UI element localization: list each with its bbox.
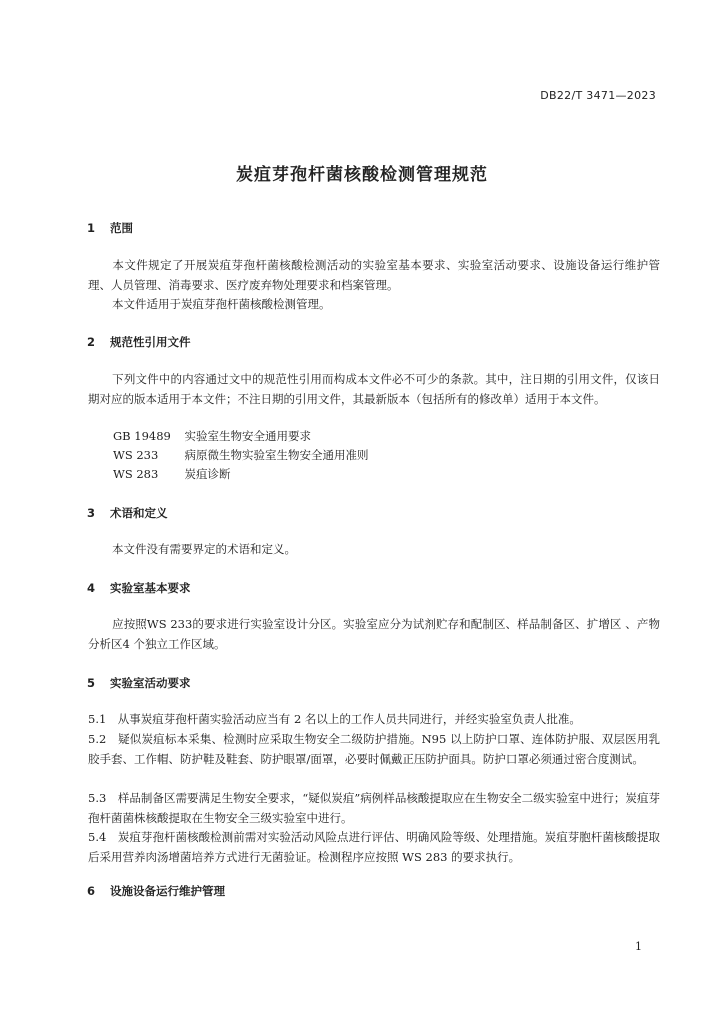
clause-5-4: 5.4 炭疽芽孢杆菌核酸检测前需对实验活动风险点进行评估、明确风险等级、处理措施。炭疽芽胞杆菌核酸提取后采用营养肉汤增菌培养方式进行无菌验证。检测程序应按照 WS 283 的要求执行。 [88, 830, 660, 864]
reference-code: GB 19489 [113, 429, 171, 443]
section-title: 实验室基本要求 [110, 581, 191, 595]
section-title: 实验室活动要求 [110, 676, 191, 690]
section-2-paragraph-1: 下列文件中的内容通过文中的规范性引用而构成本文件必不可少的条款。其中，注日期的引用文件，仅该日期对应的版本适用于本文件；不注日期的引用文件，其最新版本（包括所有的修改单）适用于本文件。 [88, 372, 660, 406]
section-number: 5 [87, 676, 96, 690]
section-5-heading [87, 675, 191, 691]
clause-5-3: 5.3 样品制备区需要满足生物安全要求，“疑似炭疽”病例样品核酸提取应在生物安全二级实验室中进行；炭疽芽孢杆菌菌株核酸提取在生物安全三级实验室中进行。 [88, 791, 660, 825]
document-title: 炭疽芽孢杆菌核酸检测管理规范 [236, 165, 488, 185]
reference-title: 炭疽诊断 [184, 467, 231, 481]
reference-item [113, 446, 369, 466]
section-title: 范围 [110, 221, 134, 235]
section-number: 1 [87, 221, 96, 235]
section-3-heading [87, 505, 168, 521]
reference-title: 病原微生物实验室生物安全通用准则 [184, 448, 369, 462]
section-title: 术语和定义 [110, 506, 168, 520]
document-code: DB22/T 3471—2023 [540, 89, 656, 102]
section-number: 2 [87, 335, 96, 349]
section-3-paragraph-1: 本文件没有需要界定的术语和定义。 [112, 542, 296, 556]
section-1-heading [87, 220, 133, 236]
section-6-heading [87, 883, 225, 899]
section-1-paragraph-2: 本文件适用于炭疽芽孢杆菌核酸检测管理。 [112, 297, 331, 311]
section-number: 4 [87, 581, 96, 595]
section-1-paragraph-1: 本文件规定了开展炭疽芽孢杆菌核酸检测活动的实验室基本要求、实验室活动要求、设施设备运行维护管理、人员管理、消毒要求、医疗废弃物处理要求和档案管理。 [88, 258, 660, 292]
section-number: 3 [87, 506, 96, 520]
section-4-paragraph-1: 应按照WS 233的要求进行实验室设计分区。实验室应分为试剂贮存和配制区、样品制备区、扩增区 、产物分析区4 个独立工作区域。 [88, 617, 660, 651]
clause-5-1: 5.1 从事炭疽芽孢杆菌实验活动应当有 2 名以上的工作人员共同进行，并经实验室负责人批准。 [88, 712, 581, 726]
clause-5-2: 5.2 疑似炭疽标本采集、检测时应采取生物安全二级防护措施。N95 以上防护口罩、连体防护服、双层医用乳胶手套、工作帽、防护鞋及鞋套、防护眼罩/面罩，必要时佩戴正压防护面具。防护口罩必须通过密合度测试。 [88, 732, 660, 766]
reference-item [113, 427, 311, 447]
section-title: 规范性引用文件 [110, 335, 191, 349]
reference-code: WS 283 [113, 467, 159, 481]
section-2-heading [87, 334, 191, 350]
reference-title: 实验室生物安全通用要求 [184, 429, 311, 443]
page-number: 1 [635, 940, 642, 953]
section-number: 6 [87, 884, 96, 898]
reference-item [113, 465, 231, 485]
section-4-heading [87, 580, 191, 596]
reference-code: WS 233 [113, 448, 159, 462]
section-title: 设施设备运行维护管理 [110, 884, 226, 898]
